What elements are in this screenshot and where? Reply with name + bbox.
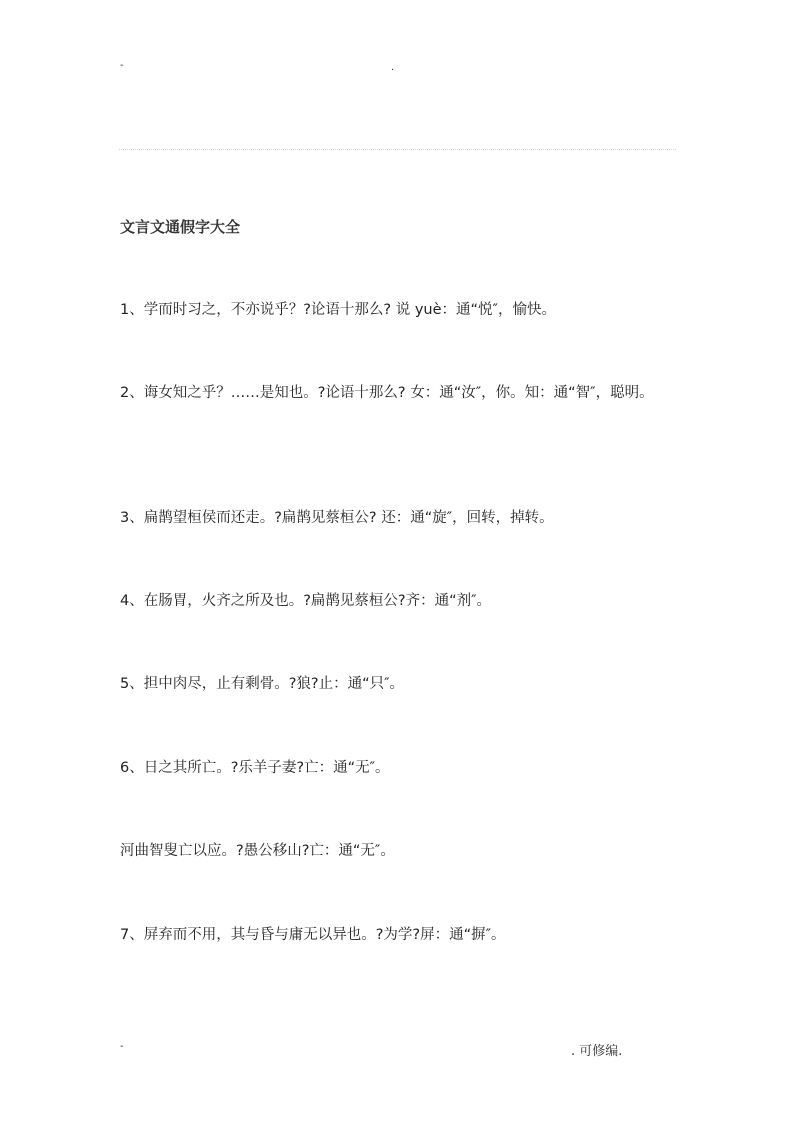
paragraph: 2、诲女知之乎？……是知也。?论语十那么? 女：通“汝″，你。知：通“智″，聪明。 [120, 385, 654, 401]
header-divider [119, 149, 676, 150]
header-left-mark: - [120, 60, 124, 71]
paragraph: 1、学而时习之，不亦说乎？?论语十那么? 说 yuè：通“悦″，愉快。 [120, 302, 556, 318]
footer-editable-note: . 可修编. [571, 1044, 623, 1059]
paragraph: 6、日之其所亡。?乐羊子妻?亡：通“无″。 [120, 760, 390, 776]
paragraph: 河曲智叟亡以应。?愚公移山?亡：通“无″。 [120, 843, 395, 859]
header-right-mark: . [391, 62, 395, 73]
paragraph: 4、在肠胃，火齐之所及也。?扁鹊见蔡桓公?齐：通“剂″。 [120, 593, 492, 609]
paragraph: 5、担中肉尽，止有剩骨。?狼?止：通“只″。 [120, 676, 405, 692]
footer-left-mark: - [120, 1041, 124, 1052]
paragraph: 3、扁鹊望桓侯而还走。?扁鹊见蔡桓公? 还：通“旋″，回转，掉转。 [120, 510, 554, 526]
document-title: 文言文通假字大全 [120, 218, 241, 236]
paragraph: 7、屏弃而不用，其与昏与庸无以异也。?为学?屏：通“摒″。 [120, 927, 506, 943]
